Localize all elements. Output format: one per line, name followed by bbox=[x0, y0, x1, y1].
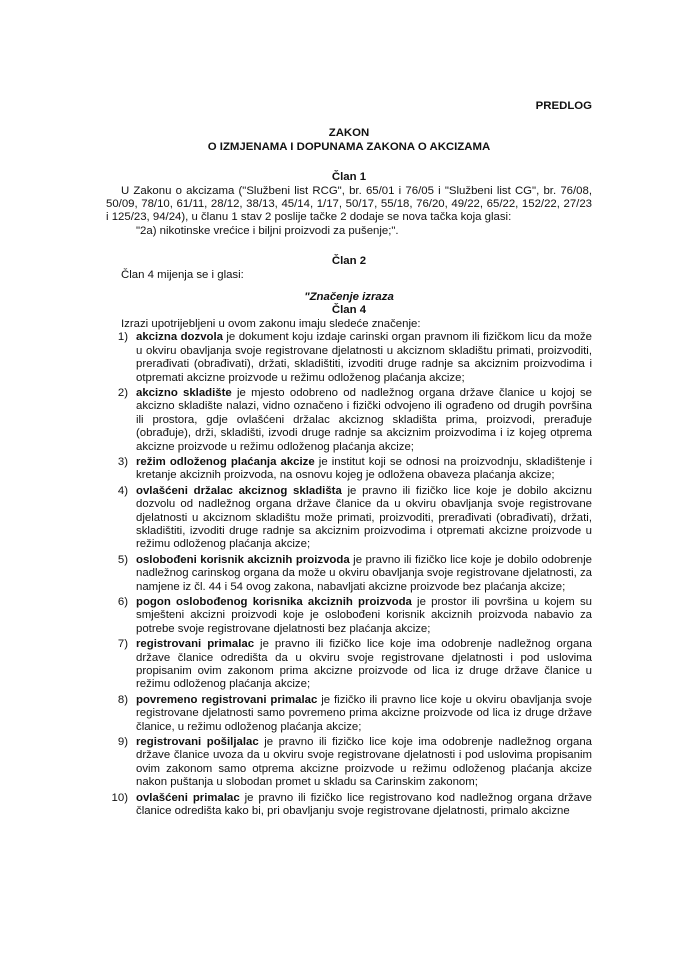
definition-item bbox=[106, 596, 592, 636]
definition-text: je prostor ili površina u kojem su smješteni akcizni proizvodi koje je oslobođeni korisnik akciznih proizvoda nabavio za potrebe svoje registrovane djelatnosti bez plaćanja akcize; bbox=[136, 596, 592, 635]
definition-term: registrovani pošiljalac bbox=[136, 736, 259, 749]
clan2-text: Član 4 mijenja se i glasi: bbox=[121, 268, 244, 281]
definition-term: registrovani primalac bbox=[136, 638, 255, 651]
definition-text: je institut koji se odnosi na proizvodnju, skladištenje i kretanje akciznih proizvoda, na osnovu kojeg je odložena obaveza plaćanja akcize; bbox=[136, 455, 593, 482]
definition-number: 7) bbox=[117, 638, 128, 651]
definition-number: 6) bbox=[117, 596, 128, 608]
clan1-text: U Zakonu o akcizama ("Službeni list RCG", br. 65/01 i 76/05 i "Službeni list CG", br. 76/08, 50/09, 78/10, 61/11, 28/12, 38/13, 45/14, 1/17, 50/17, 55/18, 76/20, 49/22, 65/22, 152/22, 27/23 i 125/23, 94/24), u članu 1 stav 2 poslije tačke 2 dodaje se nova tačka koja glasi: bbox=[106, 184, 592, 224]
definition-term: ovlašćeni držalac akciznog skladišta bbox=[136, 484, 342, 497]
definition-term: oslobođeni korisnik akciznih proizvoda bbox=[136, 553, 350, 566]
definition-item bbox=[106, 638, 592, 692]
quoted-title: "Značenje izraza bbox=[304, 291, 394, 304]
definition-text: je pravno ili fizičko lice koje ima odobrenje nadležnog organa države članice odredišta da u okviru svoje registrovane djelatnosti i pod uslovima propisanim ovim zakonom prima akcizne proizvode od lica iz druge države članice u režimu odloženog plaćanja akcize; bbox=[136, 638, 592, 691]
clan2-heading: Član 2 bbox=[331, 255, 367, 268]
quoted-clan: Član 4 bbox=[331, 304, 367, 317]
definition-number: 8) bbox=[117, 693, 128, 706]
definition-number: 5) bbox=[117, 553, 128, 566]
document-body bbox=[106, 100, 592, 821]
definition-item bbox=[106, 456, 592, 483]
document-title: ZAKON bbox=[328, 127, 370, 140]
definition-text: je pravno ili fizičko lice registrovano kod nadležnog organa države članice odredišta kako bi, pri obavljanju svoje registrovane djelatnosti, primalo akcizne bbox=[136, 791, 593, 818]
definition-item bbox=[106, 736, 592, 790]
definition-number: 9) bbox=[117, 736, 128, 749]
definition-item bbox=[106, 554, 592, 594]
definition-text: je dokument koju izdaje carinski organ pravnom ili fizičkom licu da može u okviru obavljanja svoje registrovane djelatnosti u akciznom skladištu primati, proizvoditi, prerađivati (obrađivati), držati, skladištiti, izvoditi druge radnje sa akciznim proizvodima i otpremati akcizne proizvode u režimu odloženog plaćanja akcize; bbox=[136, 331, 592, 384]
definition-item bbox=[106, 694, 592, 734]
definition-term: akcizna dozvola bbox=[136, 331, 223, 344]
clan1-heading: Član 1 bbox=[331, 171, 367, 184]
definition-text: je pravno ili fizičko lice koje je dobilo akciznu dozvolu od nadležnog organa države članice da u okviru obavljanja svoje registrovane djelatnosti u akciznom skladištu može primati, proizvoditi, prerađivati (obrađivati), držati, skladištiti, izvoditi druge radnje sa akciznim proizvodima i otpremati akcizne proizvode u režimu odloženog plaćanja akcize; bbox=[136, 484, 592, 551]
definition-number: 4) bbox=[117, 484, 128, 497]
definition-item bbox=[106, 485, 592, 552]
definition-text: je mjesto odobreno od nadležnog organa države članice u kojoj se akcizno skladište nalazi, vidno označeno i fizički odvojeno ili ograđeno od drugih površina ili prostora, gdje ovlašćeni držalac akciznog skladišta prima, proizvodi, prerađuje (obrađuje), drži, skladišti, izvodi druge radnje sa akciznim proizvodima i iz kojeg otprema akcizne proizvode u režimu odloženog plaćanja akcize; bbox=[136, 386, 592, 453]
definition-number: 2) bbox=[117, 386, 128, 399]
document-subtitle: O IZMJENAMA I DOPUNAMA ZAKONA O AKCIZAMA bbox=[207, 140, 491, 153]
definition-term: akcizno skladište bbox=[136, 386, 232, 399]
definition-term: ovlašćeni primalac bbox=[136, 791, 240, 804]
definition-text: je pravno ili fizičko lice koje je dobilo odobrenje nadležnog carinskog organa da može u okviru obavljanja svoje registrovane djelatnosti, za namjene iz čl. 44 i 54 ovog zakona, nabavljati akcizne proizvode bez plaćanja akcize; bbox=[136, 553, 592, 593]
definition-item bbox=[106, 331, 592, 385]
definition-term: pogon oslobođenog korisnika akciznih proizvoda bbox=[136, 596, 412, 608]
definitions-list bbox=[106, 331, 592, 818]
definition-term: povremeno registrovani primalac bbox=[136, 693, 318, 706]
definition-text: je pravno ili fizičko lice koje ima odobrenje nadležnog organa države članice uvoza da u okviru svoje registrovane djelatnosti i pod uslovima propisanim ovim zakonom samo otprema akcizne proizvode u režimu odloženog plaćanja akcize nakon puštanja u slobodan promet u skladu sa Carinskim zakonom; bbox=[136, 736, 592, 789]
definition-item bbox=[106, 387, 592, 454]
definitions-intro: Izrazi upotrijebljeni u ovom zakonu imaju sledeće značenje: bbox=[121, 317, 421, 330]
clan1-quote: "2a) nikotinske vrećice i biljni proizvodi za pušenje;". bbox=[136, 224, 399, 237]
predlog-label: PREDLOG bbox=[535, 100, 592, 112]
definition-number: 3) bbox=[117, 455, 128, 468]
definition-text: je fizičko ili pravno lice koje u okviru obavljanja svoje registrovane djelatnosti samo povremeno prima akcizne proizvode od lica iz druge države članice, u režimu odloženog plaćanja akcize; bbox=[136, 693, 592, 733]
definition-term: režim odloženog plaćanja akcize bbox=[136, 455, 315, 468]
definition-number: 1) bbox=[117, 331, 128, 344]
definition-item bbox=[106, 792, 592, 819]
definition-number: 10) bbox=[111, 791, 128, 804]
